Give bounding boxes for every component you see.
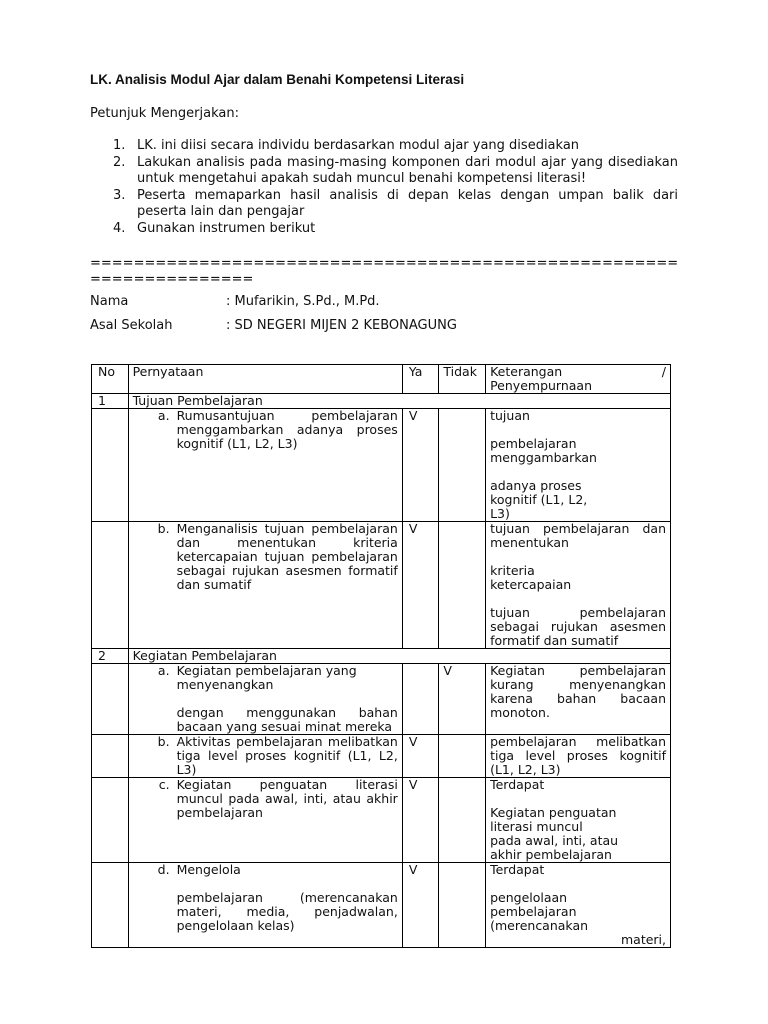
- statement-letter: a.: [157, 663, 170, 678]
- header-penyempurnaan-label: Penyempurnaan: [490, 378, 593, 393]
- section-row: [92, 394, 671, 409]
- keterangan-text: Terdapat: [490, 777, 545, 792]
- keterangan-text: Kegiatan pembelajaran kurang menyenangkan karena bahan bacaan monoton.: [490, 663, 666, 720]
- statement-text: dengan menggunakan bahan bacaan yang sesuai minat mereka: [176, 705, 398, 734]
- statement-text: Kegiatan penguatan literasi muncul pada awal, inti, atau akhir pembelajaran: [176, 777, 398, 820]
- statement-cell: [128, 409, 402, 522]
- keterangan-cell: [486, 778, 671, 863]
- section-number: 2: [92, 649, 129, 664]
- table-header-row: [92, 365, 671, 394]
- analysis-table: [91, 364, 671, 948]
- statement-letter: c.: [158, 777, 170, 792]
- field-nama: [90, 294, 380, 309]
- statement-letter: a.: [157, 408, 170, 423]
- tidak-cell: V: [439, 664, 486, 735]
- instruction-item: [110, 155, 678, 188]
- ya-cell: V: [402, 778, 439, 863]
- keterangan-text: materi,: [620, 932, 666, 947]
- tidak-cell: [439, 735, 486, 778]
- separator-line: =====================================================================: [90, 256, 679, 287]
- keterangan-text: tujuan: [490, 408, 530, 423]
- keterangan-text: adanya proses kognitif (L1, L2, L3): [490, 478, 588, 521]
- instruction-number: 4.: [113, 220, 126, 236]
- asal-sekolah-label: Asal Sekolah: [90, 318, 173, 333]
- statement-text: Aktivitas pembelajaran melibatkan tiga level proses kognitif (L1, L2, L3): [176, 734, 398, 777]
- row-number-cell: [92, 409, 129, 522]
- keterangan-text: Kegiatan penguatan literasi muncul: [490, 805, 617, 834]
- instruction-number: 1.: [113, 138, 126, 153]
- statement-text: Kegiatan pembelajaran yang: [176, 663, 357, 678]
- tidak-cell: [439, 778, 486, 863]
- header-keterangan-label: Keterangan: [490, 364, 563, 379]
- nama-value: : Mufarikin, S.Pd., M.Pd.: [226, 294, 380, 309]
- section-number: 1: [92, 394, 129, 409]
- tidak-cell: [439, 863, 486, 948]
- statement-cell: [128, 735, 402, 778]
- instruction-text: LK. ini diisi secara individu berdasarkan modul ajar yang disediakan: [137, 138, 580, 153]
- header-pernyataan: Pernyataan: [128, 365, 402, 394]
- tidak-cell: [439, 522, 486, 649]
- ya-cell: V: [402, 522, 439, 649]
- statement-cell: [128, 664, 402, 735]
- instructions-label: Petunjuk Mengerjakan:: [90, 106, 239, 121]
- table-row: [92, 409, 671, 522]
- field-asal-sekolah: [90, 318, 457, 333]
- statement-text: pembelajaran (merencanakan materi, media, penjadwalan, pengelolaan kelas): [176, 890, 398, 933]
- document-title: LK. Analisis Modul Ajar dalam Benahi Kompetensi Literasi: [90, 72, 465, 87]
- keterangan-cell: [486, 863, 671, 948]
- statement-letter: b.: [157, 734, 170, 749]
- keterangan-text: pembelajaran menggambarkan: [490, 436, 597, 465]
- statement-text: Mengelola: [176, 862, 241, 877]
- row-number-cell: [92, 522, 129, 649]
- keterangan-text: tujuan pembelajaran dan menentukan: [490, 521, 666, 550]
- instruction-text: Peserta memaparkan hasil analisis di depan kelas dengan umpan balik dari peserta lain dan pengajar: [137, 187, 678, 219]
- statement-text: menyenangkan: [176, 677, 274, 692]
- section-title: Kegiatan Pembelajaran: [128, 649, 670, 664]
- table-row: [92, 863, 671, 948]
- statement-text: Menganalisis tujuan pembelajaran dan menentukan kriteria ketercapaian tujuan pembelajaran sebagai rujukan asesmen formatif dan sumatif: [176, 521, 398, 592]
- nama-label: Nama: [90, 294, 129, 309]
- keterangan-text: Terdapat: [490, 862, 545, 877]
- row-number-cell: [92, 778, 129, 863]
- ya-cell: V: [402, 863, 439, 948]
- instruction-number: 3.: [113, 187, 126, 203]
- keterangan-text: pengelolaan pembelajaran (merencanakan: [490, 890, 589, 933]
- instruction-item: [110, 188, 678, 221]
- header-tidak: Tidak: [439, 365, 486, 394]
- header-keterangan: [486, 365, 671, 394]
- table-row: [92, 778, 671, 863]
- statement-cell: [128, 778, 402, 863]
- statement-letter: d.: [157, 862, 170, 877]
- keterangan-cell: [486, 522, 671, 649]
- instruction-item: [110, 138, 678, 155]
- statement-letter: b.: [157, 521, 170, 536]
- instruction-text: Gunakan instrumen berikut: [137, 220, 316, 236]
- keterangan-cell: [486, 735, 671, 778]
- ya-cell: V: [402, 409, 439, 522]
- header-ya: Ya: [402, 365, 439, 394]
- table-row: [92, 664, 671, 735]
- asal-sekolah-value: : SD NEGERI MIJEN 2 KEBONAGUNG: [226, 318, 457, 333]
- keterangan-cell: [486, 664, 671, 735]
- keterangan-text: tujuan pembelajaran sebagai rujukan asesmen formatif dan sumatif: [490, 605, 666, 648]
- instructions-list: [110, 138, 678, 237]
- table-row: [92, 522, 671, 649]
- row-number-cell: [92, 863, 129, 948]
- section-title: Tujuan Pembelajaran: [128, 394, 670, 409]
- instruction-number: 2.: [113, 154, 126, 170]
- instruction-item: [110, 221, 678, 238]
- ya-cell: [402, 664, 439, 735]
- keterangan-text: kriteria ketercapaian: [490, 563, 572, 592]
- header-keterangan-slash: /: [661, 364, 666, 379]
- keterangan-cell: [486, 409, 671, 522]
- section-row: [92, 649, 671, 664]
- statement-cell: [128, 863, 402, 948]
- table-row: [92, 735, 671, 778]
- keterangan-text: pembelajaran melibatkan tiga level proses kognitif (L1, L2, L3): [490, 734, 666, 777]
- ya-cell: V: [402, 735, 439, 778]
- row-number-cell: [92, 664, 129, 735]
- header-no: No: [92, 365, 129, 394]
- statement-cell: [128, 522, 402, 649]
- statement-text: Rumusantujuan pembelajaran menggambarkan adanya proses kognitif (L1, L2, L3): [176, 408, 398, 451]
- keterangan-text: pada awal, inti, atau akhir pembelajaran: [490, 833, 619, 862]
- instruction-text: Lakukan analisis pada masing-masing komponen dari modul ajar yang disediakan untuk mengetahui apakah sudah muncul benahi kompetensi literasi!: [137, 154, 678, 186]
- row-number-cell: [92, 735, 129, 778]
- tidak-cell: [439, 409, 486, 522]
